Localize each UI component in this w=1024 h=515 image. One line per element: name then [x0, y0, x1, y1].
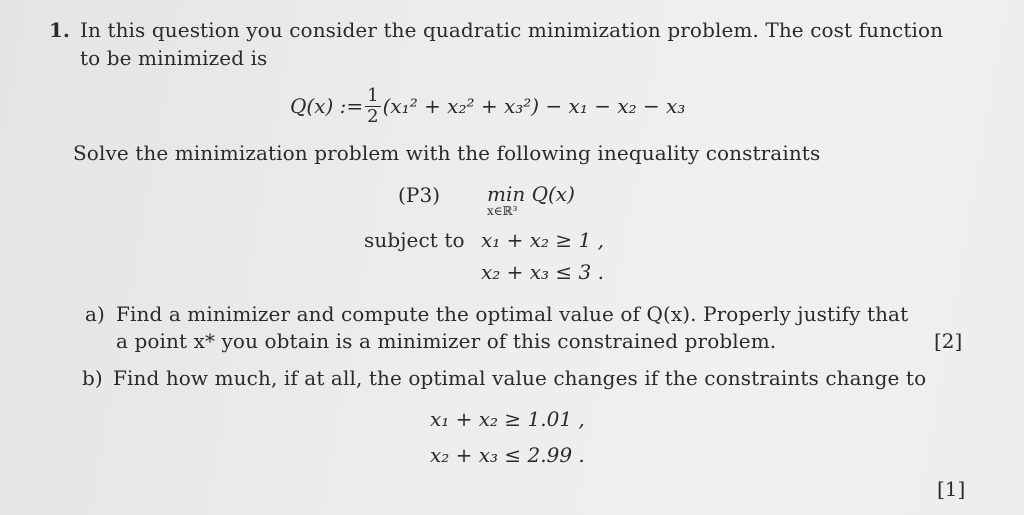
cost-function-lhs: Q(x) := — [290, 94, 364, 118]
part-a-line1: Find a minimizer and compute the optimal value of Q(x). Properly justify that — [116, 302, 909, 326]
solve-instruction: Solve the minimization problem with the following inequality constraints — [73, 141, 821, 165]
subject-to-label: subject to — [364, 228, 465, 252]
part-a-line2: a point x* you obtain is a minimizer of this constrained problem. — [116, 329, 777, 353]
part-b-line1: Find how much, if at all, the optimal value changes if the constraints change to — [113, 366, 927, 390]
problem-label: (P3) — [398, 183, 441, 207]
fraction-denominator: 2 — [367, 105, 379, 127]
constraint-2: x₂ + x₃ ≤ 3 . — [481, 260, 604, 284]
part-b-marks: [1] — [937, 477, 966, 501]
question-number: 1. — [49, 18, 70, 42]
part-b-constraint-1: x₁ + x₂ ≥ 1.01 , — [430, 407, 585, 431]
part-a-label: a) — [85, 302, 105, 326]
part-a-marks: [2] — [934, 329, 963, 353]
constraint-1: x₁ + x₂ ≥ 1 , — [481, 228, 604, 252]
cost-function-rhs: (x₁² + x₂² + x₃²) − x₁ − x₂ − x₃ — [382, 94, 686, 118]
fraction-numerator: 1 — [367, 84, 379, 106]
cost-function-equation — [290, 80, 685, 132]
min-subscript: x∈ℝ³ — [487, 204, 518, 218]
question-intro-line1: In this question you consider the quadratic minimization problem. The cost function — [80, 18, 944, 42]
one-half-fraction — [365, 86, 380, 127]
part-b-label: b) — [82, 366, 103, 390]
min-objective: min Q(x) — [487, 182, 575, 206]
question-intro-line2: to be minimized is — [80, 46, 268, 70]
part-b-constraint-2: x₂ + x₃ ≤ 2.99 . — [430, 443, 585, 467]
